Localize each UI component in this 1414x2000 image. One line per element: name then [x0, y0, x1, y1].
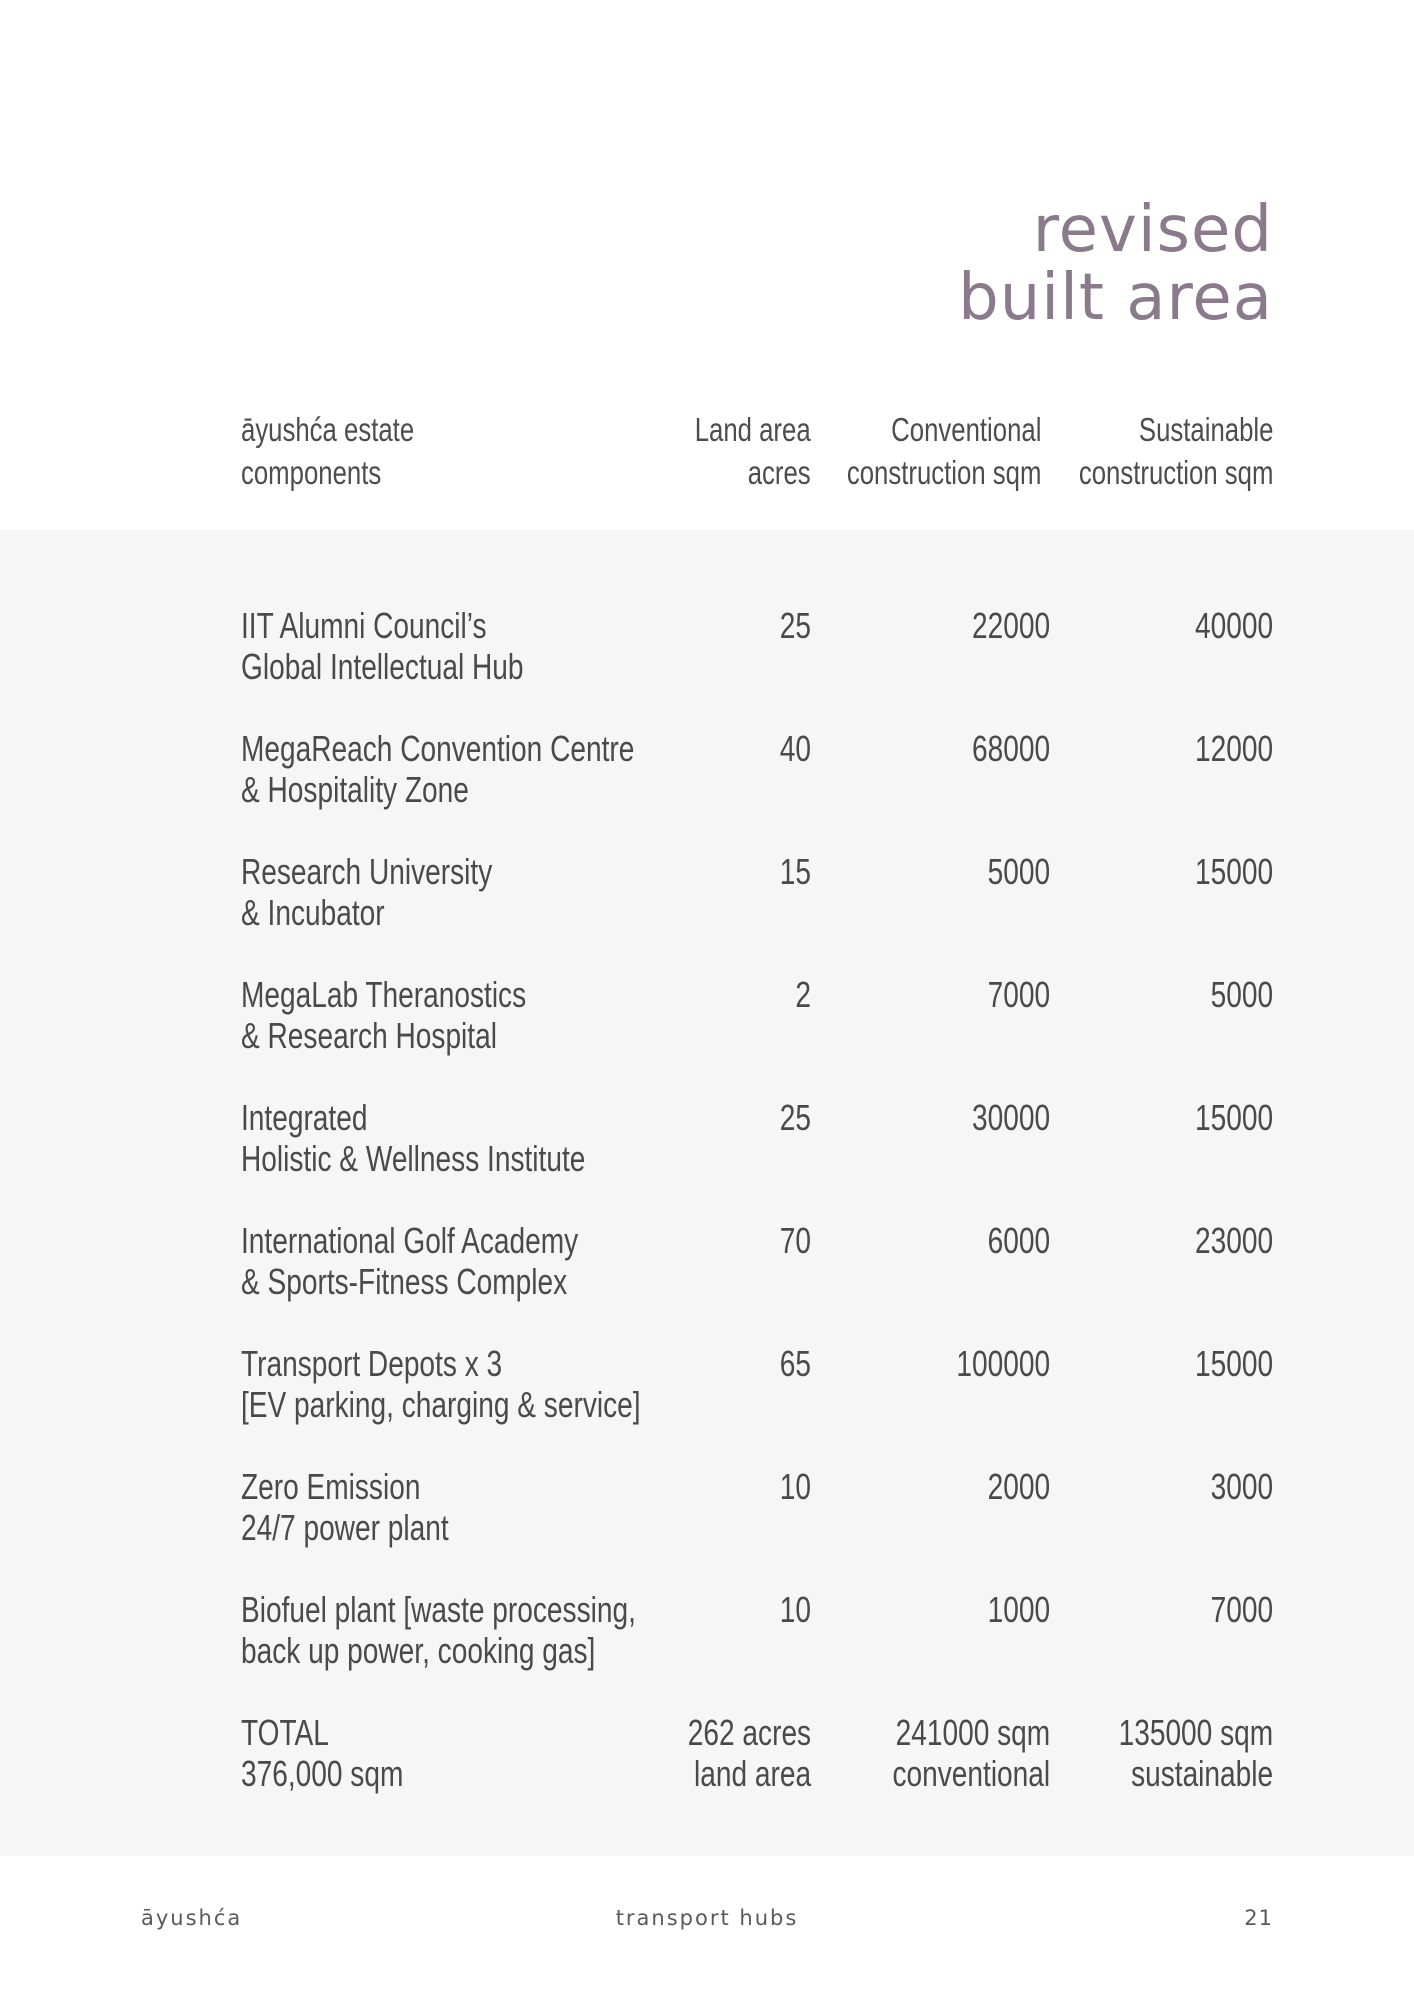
header-conventional [792, 408, 1041, 494]
row-name-line-2: Global Intellectual Hub [241, 646, 524, 687]
row-name [241, 728, 745, 810]
header-land-line-2: acres [748, 454, 811, 491]
table-total-row [0, 1712, 1414, 1802]
row-name [241, 974, 607, 1056]
page-number: 21 [1244, 1906, 1273, 1930]
row-name-line-2: back up power, cooking gas] [241, 1630, 596, 1671]
row-land: 25 [779, 605, 811, 646]
total-sustainable-line-1: 135000 sqm [1118, 1712, 1273, 1753]
row-conventional: 5000 [987, 851, 1050, 892]
row-name-line-1: MegaReach Convention Centre [241, 728, 635, 769]
row-name-line-1: IIT Alumni Council’s [241, 605, 487, 646]
total-name-line-1: TOTAL [241, 1712, 329, 1753]
row-conventional: 68000 [971, 728, 1050, 769]
header-components-line-1: āyushća estate [241, 411, 415, 448]
row-sustainable: 15000 [1194, 1343, 1273, 1384]
table-row [0, 1097, 1414, 1187]
row-name [241, 1589, 747, 1671]
row-land: 40 [779, 728, 811, 769]
row-land: 2 [795, 974, 811, 1015]
total-name-line-2: 376,000 sqm [241, 1753, 404, 1794]
table-row [0, 1466, 1414, 1556]
page-footer [0, 1858, 1414, 2000]
row-land: 65 [779, 1343, 811, 1384]
row-name-line-2: & Sports-Fitness Complex [241, 1261, 568, 1302]
row-land: 70 [779, 1220, 811, 1261]
row-conventional: 2000 [987, 1466, 1050, 1507]
header-land-line-1: Land area [695, 411, 811, 448]
row-conventional: 22000 [971, 605, 1050, 646]
row-conventional: 100000 [956, 1343, 1050, 1384]
row-name-line-1: Biofuel plant [waste processing, [241, 1589, 636, 1630]
table-row [0, 974, 1414, 1064]
row-name-line-1: Transport Depots x 3 [241, 1343, 503, 1384]
row-land: 25 [779, 1097, 811, 1138]
row-land: 15 [779, 851, 811, 892]
total-name [241, 1712, 449, 1794]
total-sustainable [1075, 1712, 1273, 1794]
table-body [0, 530, 1414, 1856]
row-sustainable: 15000 [1194, 851, 1273, 892]
table-row [0, 728, 1414, 818]
total-conventional [848, 1712, 1050, 1794]
table-row [0, 605, 1414, 695]
row-conventional: 7000 [987, 974, 1050, 1015]
table-row [0, 1589, 1414, 1679]
row-conventional: 6000 [987, 1220, 1050, 1261]
row-name-line-2: 24/7 power plant [241, 1507, 449, 1548]
row-name-line-2: & Research Hospital [241, 1015, 497, 1056]
row-name [241, 1343, 753, 1425]
row-land: 10 [779, 1589, 811, 1630]
row-conventional: 1000 [987, 1589, 1050, 1630]
row-name-line-2: & Hospitality Zone [241, 769, 469, 810]
footer-brand: āyushća [141, 1906, 243, 1930]
header-land-area [662, 408, 811, 494]
row-name [241, 1466, 507, 1548]
row-name [241, 1220, 673, 1302]
table-row [0, 851, 1414, 941]
row-name-line-1: MegaLab Theranostics [241, 974, 527, 1015]
row-land: 10 [779, 1466, 811, 1507]
header-sustainable [1024, 408, 1273, 494]
header-components-line-2: components [241, 454, 382, 491]
table-header [0, 408, 1414, 503]
row-sustainable: 7000 [1210, 1589, 1273, 1630]
total-sustainable-line-2: sustainable [1130, 1753, 1273, 1794]
total-land-line-1: 262 acres [687, 1712, 811, 1753]
total-conventional-line-1: 241000 sqm [895, 1712, 1050, 1753]
row-sustainable: 15000 [1194, 1097, 1273, 1138]
row-name [241, 1097, 683, 1179]
header-conventional-line-1: Conventional [890, 411, 1041, 448]
page-title [958, 193, 1273, 335]
row-name-line-2: [EV parking, charging & service] [241, 1384, 641, 1425]
footer-section-title: transport hubs [615, 1906, 799, 1930]
row-name [241, 851, 563, 933]
header-sustainable-line-1: Sustainable [1138, 411, 1273, 448]
table-row [0, 1343, 1414, 1433]
row-sustainable: 5000 [1210, 974, 1273, 1015]
row-sustainable: 12000 [1194, 728, 1273, 769]
header-components [241, 408, 463, 494]
row-name-line-1: Research University [241, 851, 493, 892]
row-name-line-2: & Incubator [241, 892, 385, 933]
row-sustainable: 23000 [1194, 1220, 1273, 1261]
header-conventional-line-2: construction sqm [846, 454, 1041, 491]
header-sustainable-line-2: construction sqm [1078, 454, 1273, 491]
row-name-line-2: Holistic & Wellness Institute [241, 1138, 586, 1179]
title-line-2: built area [958, 261, 1273, 335]
table-row [0, 1220, 1414, 1310]
row-name-line-1: Integrated [241, 1097, 368, 1138]
row-name [241, 605, 603, 687]
row-conventional: 30000 [971, 1097, 1050, 1138]
total-conventional-line-2: conventional [892, 1753, 1050, 1794]
row-name-line-1: Zero Emission [241, 1466, 421, 1507]
row-sustainable: 3000 [1210, 1466, 1273, 1507]
title-line-1: revised [1032, 193, 1273, 267]
row-name-line-1: International Golf Academy [241, 1220, 579, 1261]
total-land-line-2: land area [693, 1753, 811, 1794]
total-land [653, 1712, 811, 1794]
row-sustainable: 40000 [1194, 605, 1273, 646]
